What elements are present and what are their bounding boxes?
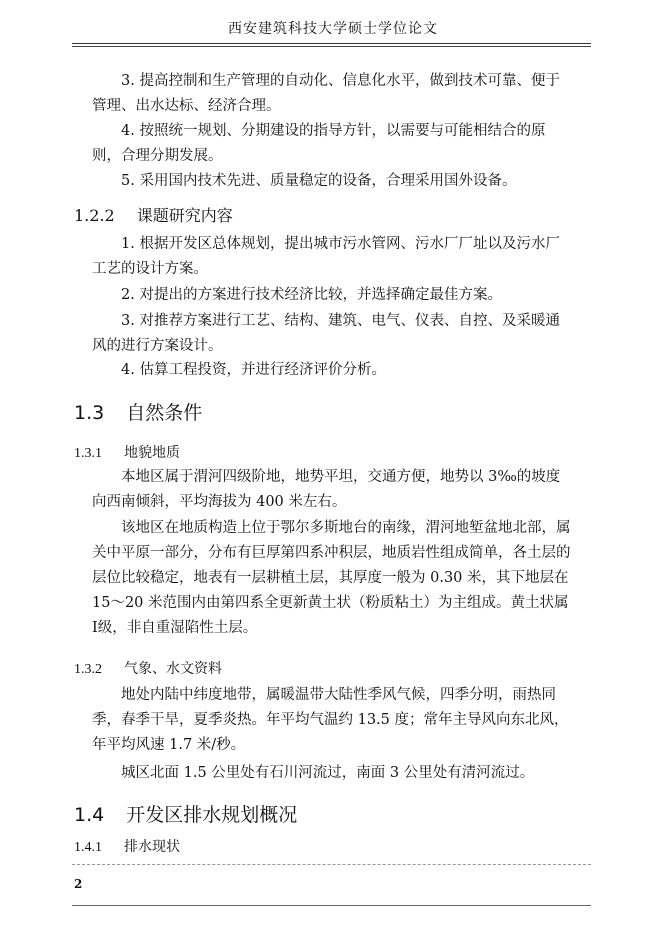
objective-item-5: 5. 采用国内技术先进、质量稳定的设备，合理采用国外设备。 [121, 173, 517, 189]
objective-item-3: 3. 提高控制和生产管理的自动化、信息化水平，做到技术可靠、便于管理、出水达标、经济合理。 [92, 73, 560, 114]
header-rule-thin [72, 46, 591, 47]
section-number: 1.4 [74, 804, 105, 826]
page-number: 2 [74, 877, 83, 891]
section-title: 自然条件 [126, 402, 203, 424]
climate-paragraph-2: 城区北面 1.5 公里处有石川河流过，南面 3 公里处有清河流过。 [121, 765, 535, 781]
landform-paragraph-1: 本地区属于渭河四级阶地，地势平坦，交通方便，地势以 3‰的坡度向西南倾斜，平均海拔为 400 米左右。 [92, 469, 561, 510]
section-title: 课题研究内容 [136, 206, 233, 225]
section-heading-1-3-2 [74, 658, 222, 678]
research-item-2: 2. 对提出的方案进行技术经济比较，并选择确定最佳方案。 [121, 287, 502, 303]
research-item-3: 3. 对推荐方案进行工艺、结构、建筑、电气、仪表、自控、及采暖通风的进行方案设计。 [92, 313, 560, 354]
section-number: 1.4.1 [74, 840, 102, 855]
section-heading-1-3 [74, 398, 202, 425]
section-number: 1.3.2 [74, 662, 102, 677]
section-heading-1-4-1 [74, 836, 180, 856]
section-title: 地貌地质 [124, 445, 180, 461]
running-header: 西安建筑科技大学硕士学位论文 [228, 21, 438, 37]
footer-rule [72, 864, 591, 865]
section-number: 1.3.1 [74, 446, 102, 461]
header-rule [72, 43, 591, 44]
section-heading-1-2-2 [74, 203, 233, 226]
research-item-1: 1. 根据开发区总体规划，提出城市污水管网、污水厂厂址以及污水厂工艺的设计方案。 [92, 236, 560, 277]
research-item-4: 4. 估算工程投资，并进行经济评价分析。 [121, 362, 386, 378]
section-title: 气象、水文资料 [124, 661, 222, 677]
landform-paragraph-2: 该地区在地质构造上位于鄂尔多斯地台的南缘，渭河地堑盆地北部，属关中平原一部分，分布有巨厚第四系冲积层，地质岩性组成简单，各土层的层位比较稳定，地表有一层耕植土层，其厚度一般为 0.30 米，其下地层在 15～20 米范围内由第四系全更新黄土状（粉质粘土）为主组成。黄土状属Ⅰ级，非自重湿陷性土层。 [92, 520, 571, 636]
section-heading-1-4 [74, 800, 297, 827]
bottom-rule [72, 905, 591, 906]
climate-paragraph-1: 地处内陆中纬度地带，属暖温带大陆性季风气候，四季分明，雨热同季，春季干旱，夏季炎热。年平均气温约 13.5 度；常年主导风向东北风，年平均风速 1.7 米/秒。 [92, 687, 569, 753]
objective-item-4: 4. 按照统一规划、分期建设的指导方针，以需要与可能相结合的原则，合理分期发展。 [92, 123, 546, 164]
section-number: 1.3 [74, 402, 105, 424]
section-number: 1.2.2 [74, 206, 115, 225]
section-heading-1-3-1 [74, 442, 180, 462]
section-title: 排水现状 [124, 839, 180, 855]
section-title: 开发区排水规划概况 [126, 804, 298, 826]
